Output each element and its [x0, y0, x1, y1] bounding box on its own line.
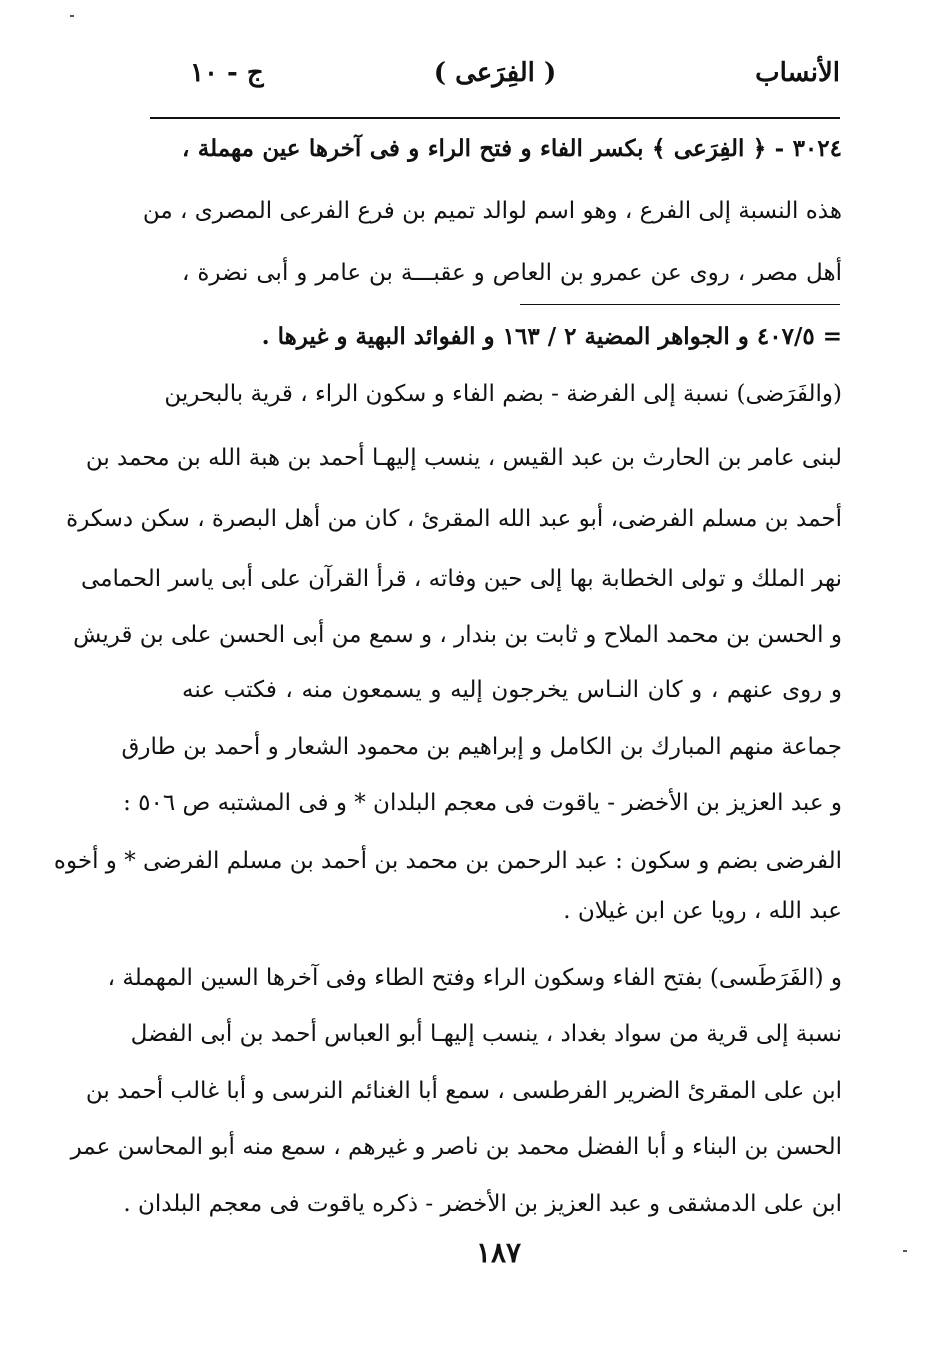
text-line: (والفَرَضى) نسبة إلى الفرضة - بضم الفاء و سكون الراء ، قرية بالبحرين: [164, 381, 842, 407]
text-line: جماعة منهم المبارك بن الكامل و إبراهيم بن محمود الشعار و أحمد بن طارق: [121, 734, 842, 760]
header-book-title: الأنساب: [755, 58, 840, 88]
header-volume: ج - ١٠: [190, 58, 264, 88]
text-line: الحسن بن البناء و أبا الفضل محمد بن ناصر و غيرهم ، سمع منه أبو المحاسن عمر: [70, 1134, 842, 1160]
running-header: [150, 52, 840, 100]
text-line: ابن على المقرئ الضرير الفرطسى ، سمع أبا الغنائم النرسى و أبا غالب أحمد بن: [85, 1078, 842, 1104]
text-line: نسبة إلى قرية من سواد بغداد ، ينسب إليهـا أبو العباس أحمد بن أبى الفضل: [130, 1021, 842, 1047]
scan-speck: [70, 15, 74, 17]
text-line: و روى عنهم ، و كان النـاس يخرجون إليه و يسمعون منه ، فكتب عنه: [182, 677, 842, 703]
text-line: ٣٠٢٤ - ﴿ الفِرَعى ﴾ بكسر الفاء و فتح الراء و فى آخرها عين مهملة ،: [182, 135, 842, 162]
text-line: ابن على الدمشقى و عبد العزيز بن الأخضر - ذكره ياقوت فى معجم البلدان .: [123, 1191, 842, 1217]
text-line: الفرضى بضم و سكون : عبد الرحمن بن محمد بن أحمد بن مسلم الفرضى * و أخوه: [53, 848, 842, 874]
text-line: نهر الملك و تولى الخطابة بها إلى حين وفاته ، قرأ القرآن على أبى ياسر الحمامى: [81, 566, 842, 592]
text-line: أحمد بن مسلم الفرضى، أبو عبد الله المقرئ ، كان من أهل البصرة ، سكن دسكرة: [66, 506, 842, 532]
footnote-line: = ٤٠٧/٥ و الجواهر المضية ٢ / ١٦٣ و الفوائد البهية و غيرها .: [261, 323, 842, 350]
text-line: و عبد العزيز بن الأخضر - ياقوت فى معجم البلدان * و فى المشتبه ص ٥٠٦ :: [123, 790, 842, 816]
header-rule: [150, 117, 840, 119]
text-line: هذه النسبة إلى الفرع ، وهو اسم لوالد تميم بن فرع الفرعى المصرى ، من: [142, 198, 842, 224]
text-line: و (الفَرَطَسى) بفتح الفاء وسكون الراء وفتح الطاء وفى آخرها السين المهملة ،: [107, 965, 842, 991]
header-entry-title: ( الفِرَعى ): [433, 58, 557, 88]
page-number: ١٨٧: [475, 1236, 522, 1269]
text-line: لبنى عامر بن الحارث بن عبد القيس ، ينسب إليهـا أحمد بن هبة الله بن محمد بن: [85, 445, 842, 471]
footnote-rule: [520, 304, 840, 305]
text-line: أهل مصر ، روى عن عمرو بن العاص و عقبـــة بن عامر و أبى نضرة ،: [182, 260, 842, 286]
text-line: و الحسن بن محمد الملاح و ثابت بن بندار ، و سمع من أبى الحسن على بن قريش: [73, 622, 842, 648]
scan-speck: [903, 1250, 907, 1252]
text-line: عبد الله ، رويا عن ابن غيلان .: [563, 898, 842, 924]
